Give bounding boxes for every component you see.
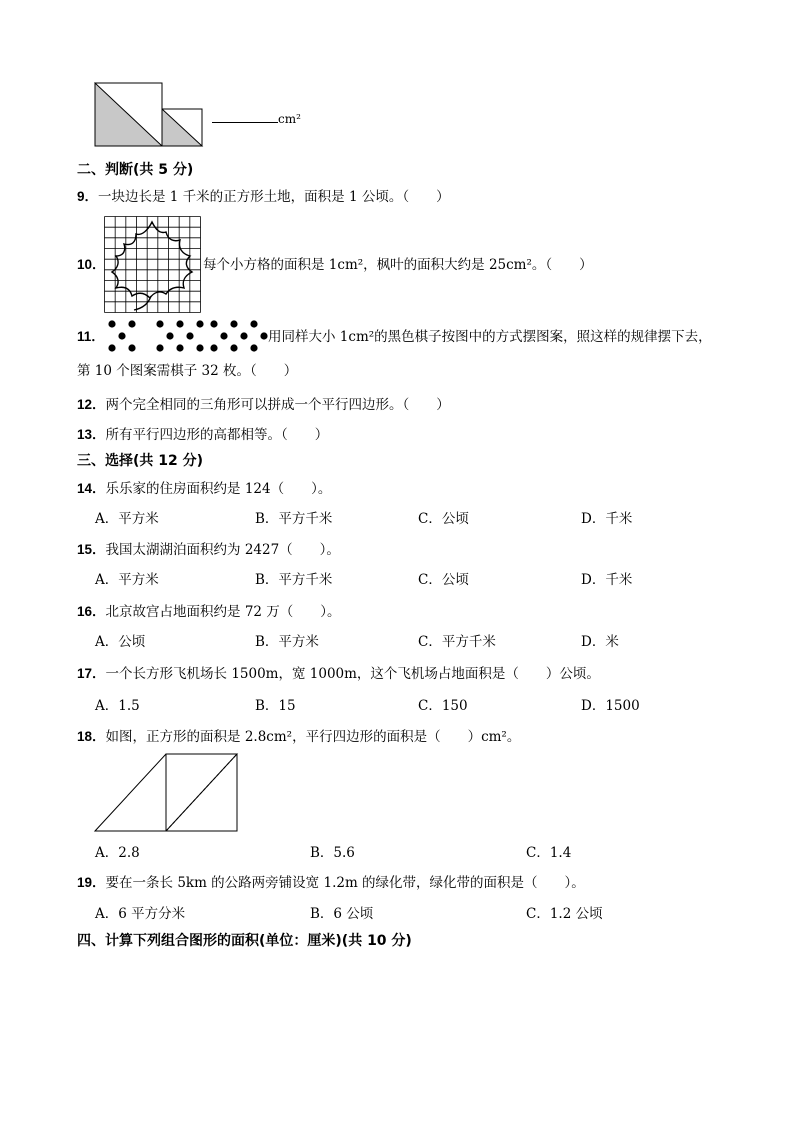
chess-piece-dot bbox=[128, 320, 135, 327]
chess-piece-dot bbox=[210, 320, 217, 327]
chess-piece-dot bbox=[260, 332, 267, 339]
option-a[interactable]: A．1.5 bbox=[95, 698, 140, 714]
option-d[interactable]: D．1500 bbox=[581, 698, 640, 714]
question-12 bbox=[77, 396, 450, 414]
maple-leaf-outline bbox=[112, 222, 192, 310]
question-16 bbox=[77, 603, 341, 621]
chess-piece-dot bbox=[210, 344, 217, 351]
answer-blank[interactable] bbox=[212, 110, 278, 123]
question-15 bbox=[77, 541, 340, 559]
option-b[interactable]: B．15 bbox=[255, 698, 296, 714]
question-number: 18． bbox=[77, 729, 106, 744]
question-10 bbox=[203, 256, 593, 274]
option-a[interactable]: A．6 平方分米 bbox=[95, 906, 186, 922]
question-number: 15． bbox=[77, 542, 106, 557]
chess-piece-dot bbox=[166, 332, 173, 339]
option-d[interactable]: D．米 bbox=[581, 634, 619, 650]
chess-piece-dot bbox=[128, 344, 135, 351]
chess-piece-dot bbox=[176, 320, 183, 327]
option-b[interactable]: B．平方千米 bbox=[255, 511, 333, 527]
option-c[interactable]: C．150 bbox=[418, 698, 468, 714]
question-text: 乐乐家的住房面积约是 124（ ）。 bbox=[105, 481, 332, 497]
dashed-diagonal bbox=[166, 754, 237, 831]
chess-piece-dot bbox=[118, 332, 125, 339]
option-c[interactable]: C．1.4 bbox=[526, 845, 572, 861]
maple-leaf-grid bbox=[104, 216, 202, 312]
question-number: 10． bbox=[77, 257, 106, 272]
chess-piece-dot bbox=[230, 320, 237, 327]
option-d[interactable]: D．千米 bbox=[581, 511, 633, 527]
chess-piece-dot bbox=[250, 320, 257, 327]
question-number: 12． bbox=[77, 397, 106, 412]
q8-figure bbox=[94, 82, 214, 154]
question-17 bbox=[77, 665, 600, 683]
question-text: 北京故宫占地面积约是 72 万（ ）。 bbox=[105, 604, 341, 620]
question-10-number bbox=[77, 256, 106, 274]
option-a[interactable]: A．平方米 bbox=[95, 572, 159, 588]
chess-piece-dot bbox=[186, 332, 193, 339]
question-number: 16． bbox=[77, 604, 106, 619]
question-11 bbox=[268, 328, 712, 346]
chess-piece-dot bbox=[156, 320, 163, 327]
question-11-continued bbox=[77, 362, 297, 380]
question-text: 要在一条长 5km 的公路两旁铺设宽 1.2m 的绿化带，绿化带的面积是（ ）。 bbox=[105, 875, 585, 891]
option-c[interactable]: C．平方千米 bbox=[418, 634, 496, 650]
question-19 bbox=[77, 874, 585, 892]
unit-label: cm² bbox=[278, 112, 301, 126]
question-13 bbox=[77, 426, 328, 444]
parallelogram-square-figure bbox=[94, 753, 240, 833]
option-b[interactable]: B．平方千米 bbox=[255, 572, 333, 588]
option-d[interactable]: D．千米 bbox=[581, 572, 633, 588]
question-text: 每个小方格的面积是 1cm²，枫叶的面积大约是 25cm²。（ ） bbox=[203, 257, 593, 273]
option-a[interactable]: A．2.8 bbox=[95, 845, 140, 861]
option-c[interactable]: C．1.2 公顷 bbox=[526, 906, 603, 922]
option-b[interactable]: B．5.6 bbox=[310, 845, 355, 861]
chess-piece-dot bbox=[196, 320, 203, 327]
question-text: 如图，正方形的面积是 2.8cm²，平行四边形的面积是（ ）cm²。 bbox=[105, 729, 521, 745]
question-number: 13． bbox=[77, 427, 106, 442]
question-text-continued: 第 10 个图案需棋子 32 枚。（ ） bbox=[77, 363, 298, 379]
chess-piece-dot bbox=[108, 344, 115, 351]
chess-piece-dot bbox=[108, 320, 115, 327]
question-11-number bbox=[77, 328, 105, 346]
question-text: 两个完全相同的三角形可以拼成一个平行四边形。（ ） bbox=[105, 397, 450, 413]
option-b[interactable]: B．平方米 bbox=[255, 634, 319, 650]
shaded-triangle-large bbox=[95, 83, 162, 146]
section-4-title: 四、计算下列组合图形的面积(单位：厘米)(共 10 分) bbox=[77, 933, 412, 949]
question-number: 11． bbox=[77, 329, 105, 344]
question-text: 一块边长是 1 千米的正方形土地，面积是 1 公顷。（ ） bbox=[98, 189, 450, 205]
section-2-title: 二、判断(共 5 分) bbox=[77, 162, 194, 178]
question-text: 所有平行四边形的高都相等。（ ） bbox=[105, 427, 329, 443]
question-text: 我国太湖湖泊面积约为 2427（ ）。 bbox=[105, 542, 340, 558]
question-number: 17． bbox=[77, 666, 106, 681]
question-number: 9． bbox=[77, 189, 99, 204]
option-b[interactable]: B．6 公顷 bbox=[310, 906, 374, 922]
option-c[interactable]: C．公顷 bbox=[418, 511, 469, 527]
chess-piece-dot bbox=[196, 344, 203, 351]
question-text: 用同样大小 1cm²的黑色棋子按图中的方式摆图案，照这样的规律摆下去， bbox=[268, 329, 712, 345]
chess-piece-dot bbox=[220, 332, 227, 339]
question-number: 14． bbox=[77, 481, 106, 496]
chess-piece-dot bbox=[156, 344, 163, 351]
chess-piece-dot bbox=[240, 332, 247, 339]
question-18 bbox=[77, 728, 520, 746]
question-text: 一个长方形飞机场长 1500m，宽 1000m，这个飞机场占地面积是（ ）公顷。 bbox=[105, 666, 600, 682]
chess-piece-dot bbox=[230, 344, 237, 351]
chess-dots-pattern bbox=[108, 320, 268, 352]
question-9 bbox=[77, 188, 450, 206]
section-3-title: 三、选择(共 12 分) bbox=[77, 453, 204, 469]
chess-piece-dot bbox=[176, 344, 183, 351]
q8-answer bbox=[212, 110, 301, 128]
option-a[interactable]: A．公顷 bbox=[95, 634, 146, 650]
question-number: 19． bbox=[77, 875, 106, 890]
chess-piece-dot bbox=[250, 344, 257, 351]
option-c[interactable]: C．公顷 bbox=[418, 572, 469, 588]
question-14 bbox=[77, 480, 331, 498]
shaded-triangle-small bbox=[162, 109, 202, 146]
option-a[interactable]: A．平方米 bbox=[95, 511, 159, 527]
